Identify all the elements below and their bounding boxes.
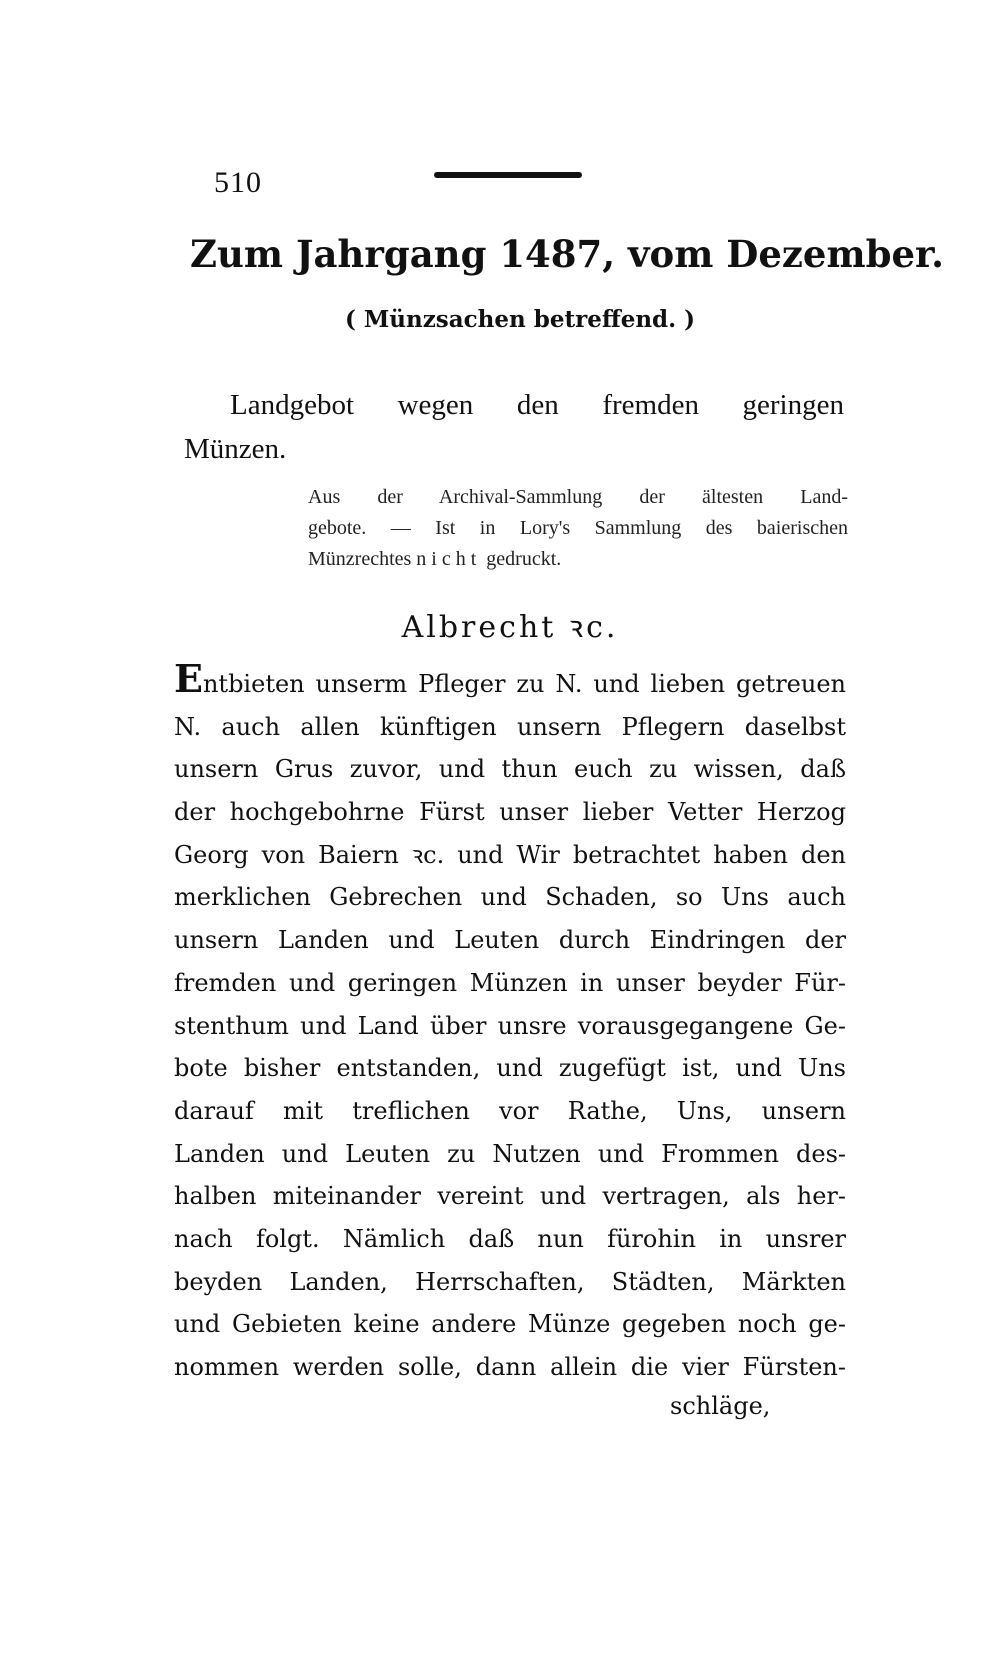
source-line-1: Aus der Archival-Sammlung der ältesten Land-: [308, 486, 848, 508]
heading-line-1: Landgebot wegen den fremden geringen: [230, 389, 844, 421]
body-line: unsern Grus zuvor, und thun euch zu wissen, daß: [174, 755, 846, 784]
page-number: 510: [214, 166, 262, 199]
body-line: nommen werden solle, dann allein die vier Fürsten-: [174, 1353, 846, 1381]
catchword: schläge,: [670, 1392, 771, 1420]
source-note: [308, 482, 848, 575]
body-line: stenthum und Land über unsre vorausgegangene Ge-: [174, 1011, 846, 1040]
source-line-3-c: gedruckt.: [481, 548, 562, 570]
body-line: [174, 663, 846, 706]
header-rule: [434, 172, 582, 178]
body-line: Georg von Baiern ꝛc. und Wir betrachtet haben den: [174, 840, 846, 869]
body-line: bote bisher entstanden, und zugefügt ist, und Uns: [174, 1054, 846, 1083]
body-line: N. auch allen künftigen unsern Pflegern daselbst: [174, 712, 846, 741]
document-heading: [184, 383, 844, 471]
body-line: beyden Landen, Herrschaften, Städten, Märkten: [174, 1267, 846, 1296]
body-line: merklichen Gebrechen und Schaden, so Uns auch: [174, 883, 846, 912]
body-line: Landen und Leuten zu Nutzen und Frommen des-: [174, 1139, 846, 1168]
section-title: Zum Jahrgang 1487, vom Dezember.: [190, 232, 944, 276]
body-line: nach folgt. Nämlich daß nun fürohin in unsrer: [174, 1224, 846, 1253]
drop-cap: E: [174, 663, 203, 701]
body-line-text: ntbieten unserm Pfleger zu N. und lieben getreuen: [202, 670, 846, 698]
body-line: darauf mit treflichen vor Rathe, Uns, unsern: [174, 1096, 846, 1125]
heading-line-2: Münzen.: [184, 433, 287, 465]
source-emphasis: nicht: [416, 548, 482, 570]
body-line: der hochgebohrne Fürst unser lieber Vetter Herzog: [174, 798, 846, 827]
body-text: [174, 663, 846, 1389]
section-subtitle: ( Münzsachen betreffend. ): [344, 306, 696, 333]
body-line: halben miteinander vereint und vertragen, als her-: [174, 1182, 846, 1211]
source-line-3-a: Münzrechtes: [308, 548, 417, 570]
body-line: unsern Landen und Leuten durch Eindringen der: [174, 926, 846, 955]
source-line-2: gebote. — Ist in Lory's Sammlung des baierischen: [308, 517, 848, 539]
source-line-3: [308, 544, 848, 575]
salutation: Albrecht ꝛc.: [401, 610, 619, 645]
body-line: fremden und geringen Münzen in unser beyder Für-: [174, 968, 846, 997]
body-line: und Gebieten keine andere Münze gegeben noch ge-: [174, 1310, 846, 1339]
